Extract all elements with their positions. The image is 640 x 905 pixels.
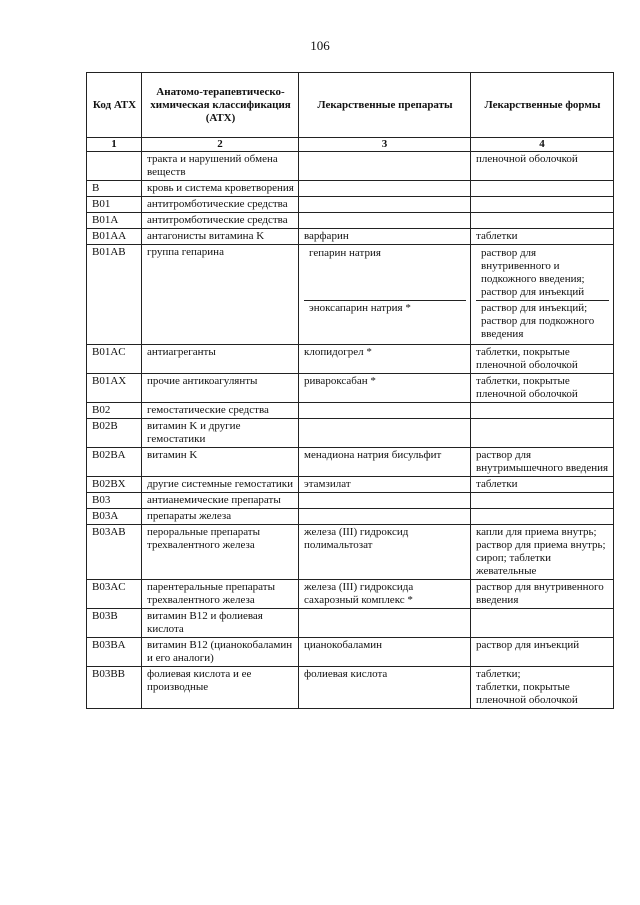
atx-classification-cell: пероральные препараты трехвалентного железа bbox=[142, 525, 299, 580]
atx-classification-cell: витамин B12 и фолиевая кислота bbox=[142, 609, 299, 638]
atx-classification-cell: гемостатические средства bbox=[142, 403, 299, 419]
drug-cell bbox=[299, 197, 471, 213]
atx-classification-cell: антианемические препараты bbox=[142, 493, 299, 509]
atx-classification-cell: фолиевая кислота и ее производные bbox=[142, 667, 299, 709]
atx-classification-cell: прочие антикоагулянты bbox=[142, 374, 299, 403]
header-forms: Лекарственные формы bbox=[471, 73, 614, 138]
atx-classification-cell: парентеральные препараты трехвалентного железа bbox=[142, 580, 299, 609]
atx-code-cell: B bbox=[87, 181, 142, 197]
drug-cell bbox=[299, 509, 471, 525]
atx-code-cell: B02B bbox=[87, 419, 142, 448]
table-row bbox=[87, 197, 614, 213]
drug-cell: цианокобаламин bbox=[299, 638, 471, 667]
drug-cell: этамзилат bbox=[299, 477, 471, 493]
atx-table bbox=[86, 72, 614, 709]
form-cell: капли для приема внутрь; раствор для приема внутрь; сироп; таблетки жевательные bbox=[471, 525, 614, 580]
atx-code-cell: B03BA bbox=[87, 638, 142, 667]
form-cell: раствор для инъекций bbox=[471, 638, 614, 667]
table-row bbox=[87, 403, 614, 419]
atx-code-cell: B01AC bbox=[87, 345, 142, 374]
form-cell: пленочной оболочкой bbox=[471, 152, 614, 181]
table-row bbox=[87, 229, 614, 245]
page-number: 106 bbox=[310, 38, 330, 53]
atx-classification-cell: антиагреганты bbox=[142, 345, 299, 374]
atx-classification-cell: витамин B12 (цианокобаламин и его аналоги) bbox=[142, 638, 299, 667]
table-row bbox=[87, 245, 614, 345]
form-cell bbox=[471, 493, 614, 509]
form-cell: таблетки, покрытые пленочной оболочкой bbox=[471, 374, 614, 403]
column-number: 2 bbox=[142, 138, 299, 152]
drug-cell: железа (III) гидроксида сахарозный комплекс * bbox=[299, 580, 471, 609]
atx-classification-cell: антитромботические средства bbox=[142, 197, 299, 213]
atx-classification-cell: антитромботические средства bbox=[142, 213, 299, 229]
drug-cell bbox=[299, 419, 471, 448]
table-row bbox=[87, 477, 614, 493]
atx-code-cell: B03BB bbox=[87, 667, 142, 709]
atx-code-cell: B01AB bbox=[87, 245, 142, 345]
atx-classification-cell: витамин K bbox=[142, 448, 299, 477]
form-cell bbox=[471, 181, 614, 197]
atx-classification-cell: кровь и система кроветворения bbox=[142, 181, 299, 197]
drug-cell: ривароксабан * bbox=[299, 374, 471, 403]
drug-cell: железа (III) гидроксид полимальтозат bbox=[299, 525, 471, 580]
table-row bbox=[87, 609, 614, 638]
form-cell bbox=[471, 245, 614, 345]
atx-code-cell: B02 bbox=[87, 403, 142, 419]
atx-classification-cell: антагонисты витамина K bbox=[142, 229, 299, 245]
atx-code-cell: B02BA bbox=[87, 448, 142, 477]
form-cell: таблетки, покрытые пленочной оболочкой bbox=[471, 345, 614, 374]
form-cell bbox=[471, 213, 614, 229]
atx-code-cell: B02BX bbox=[87, 477, 142, 493]
form-cell: таблетки bbox=[471, 229, 614, 245]
table-row bbox=[87, 448, 614, 477]
table-row bbox=[87, 580, 614, 609]
column-number-row bbox=[87, 138, 614, 152]
form-cell: таблетки; таблетки, покрытые пленочной оболочкой bbox=[471, 667, 614, 709]
drug-cell bbox=[299, 403, 471, 419]
drug-cell: клопидогрел * bbox=[299, 345, 471, 374]
drug-cell bbox=[299, 181, 471, 197]
table-row bbox=[87, 345, 614, 374]
header-classification: Анатомо-терапевтическо-химическая классификация (АТХ) bbox=[142, 73, 299, 138]
drug-cell bbox=[299, 245, 471, 345]
form-cell: таблетки bbox=[471, 477, 614, 493]
form-cell: раствор для внутривенного введения bbox=[471, 580, 614, 609]
atx-classification-cell: другие системные гемостатики bbox=[142, 477, 299, 493]
table-row bbox=[87, 374, 614, 403]
form-cell bbox=[471, 403, 614, 419]
atx-classification-cell: группа гепарина bbox=[142, 245, 299, 345]
drug-entry: эноксапарин натрия * bbox=[304, 300, 466, 343]
drug-cell bbox=[299, 609, 471, 638]
drug-cell bbox=[299, 213, 471, 229]
drug-entry: гепарин натрия bbox=[309, 247, 381, 259]
atx-code-cell: B03B bbox=[87, 609, 142, 638]
table-row bbox=[87, 509, 614, 525]
form-cell bbox=[471, 419, 614, 448]
form-entry: раствор для внутривенного и подкожного введения; раствор для инъекций bbox=[481, 247, 585, 298]
atx-code-cell bbox=[87, 152, 142, 181]
header-code: Код АТХ bbox=[87, 73, 142, 138]
form-cell: раствор для внутримышечного введения bbox=[471, 448, 614, 477]
table-row bbox=[87, 152, 614, 181]
table-row bbox=[87, 525, 614, 580]
column-number: 3 bbox=[299, 138, 471, 152]
atx-code-cell: B03 bbox=[87, 493, 142, 509]
column-number: 4 bbox=[471, 138, 614, 152]
atx-classification-cell: витамин K и другие гемостатики bbox=[142, 419, 299, 448]
atx-code-cell: B01AX bbox=[87, 374, 142, 403]
form-cell bbox=[471, 509, 614, 525]
form-entry: раствор для инъекций; раствор для подкожного введения bbox=[476, 300, 609, 343]
drug-cell: менадиона натрия бисульфит bbox=[299, 448, 471, 477]
table-row bbox=[87, 493, 614, 509]
atx-classification-cell: препараты железа bbox=[142, 509, 299, 525]
table-row bbox=[87, 419, 614, 448]
drug-cell bbox=[299, 152, 471, 181]
table-row bbox=[87, 638, 614, 667]
atx-classification-cell: тракта и нарушений обмена веществ bbox=[142, 152, 299, 181]
form-cell bbox=[471, 609, 614, 638]
atx-code-cell: B01AA bbox=[87, 229, 142, 245]
atx-code-cell: B01 bbox=[87, 197, 142, 213]
atx-code-cell: B01A bbox=[87, 213, 142, 229]
table-row bbox=[87, 667, 614, 709]
table-row bbox=[87, 181, 614, 197]
header-row bbox=[87, 73, 614, 138]
drug-cell: варфарин bbox=[299, 229, 471, 245]
drug-cell bbox=[299, 493, 471, 509]
table-row bbox=[87, 213, 614, 229]
header-drugs: Лекарственные препараты bbox=[299, 73, 471, 138]
form-cell bbox=[471, 197, 614, 213]
atx-code-cell: B03AC bbox=[87, 580, 142, 609]
atx-code-cell: B03AB bbox=[87, 525, 142, 580]
drug-cell: фолиевая кислота bbox=[299, 667, 471, 709]
atx-code-cell: B03A bbox=[87, 509, 142, 525]
column-number: 1 bbox=[87, 138, 142, 152]
